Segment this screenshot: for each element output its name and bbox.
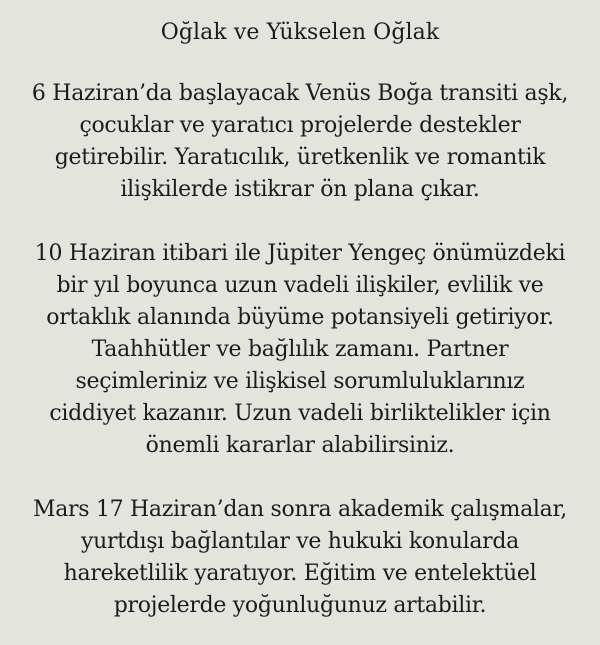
- text-line: bir yıl boyunca uzun vadeli ilişkiler, evlilik ve: [56, 273, 544, 298]
- text-line: 6 Haziran’da başlayacak Venüs Boğa transiti aşk,: [31, 81, 569, 106]
- paragraph-mars: [0, 494, 600, 622]
- paragraph-venus: [0, 78, 600, 206]
- text-line: yurtdışı bağlantılar ve hukuki konularda: [81, 529, 519, 554]
- text-line: Taahhütler ve bağlılık zamanı. Partner: [91, 337, 509, 362]
- text-line: getirebilir. Yaratıcılık, üretkenlik ve romantik: [54, 145, 546, 170]
- text-line: çocuklar ve yaratıcı projelerde destekler: [79, 113, 521, 138]
- text-line: ilişkilerde istikrar ön plana çıkar.: [120, 177, 480, 202]
- text-line: ortaklık alanında büyüme potansiyeli getiriyor.: [46, 305, 554, 330]
- text-line: önemli kararlar alabilirsiniz.: [145, 433, 455, 458]
- text-line: seçimleriniz ve ilişkisel sorumluluklarınız: [75, 369, 525, 394]
- text-line: 10 Haziran itibari ile Jüpiter Yengeç önümüzdeki: [34, 241, 566, 266]
- text-line: Mars 17 Haziran’dan sonra akademik çalışmalar,: [33, 497, 567, 522]
- text-line: ciddiyet kazanır. Uzun vadeli birliktelikler için: [49, 401, 551, 426]
- page-title: Oğlak ve Yükselen Oğlak: [160, 20, 440, 45]
- text-line: hareketlilik yaratıyor. Eğitim ve entelektüel: [63, 561, 537, 586]
- paragraph-jupiter: [0, 238, 600, 462]
- text-line: projelerde yoğunluğunuz artabilir.: [113, 593, 487, 618]
